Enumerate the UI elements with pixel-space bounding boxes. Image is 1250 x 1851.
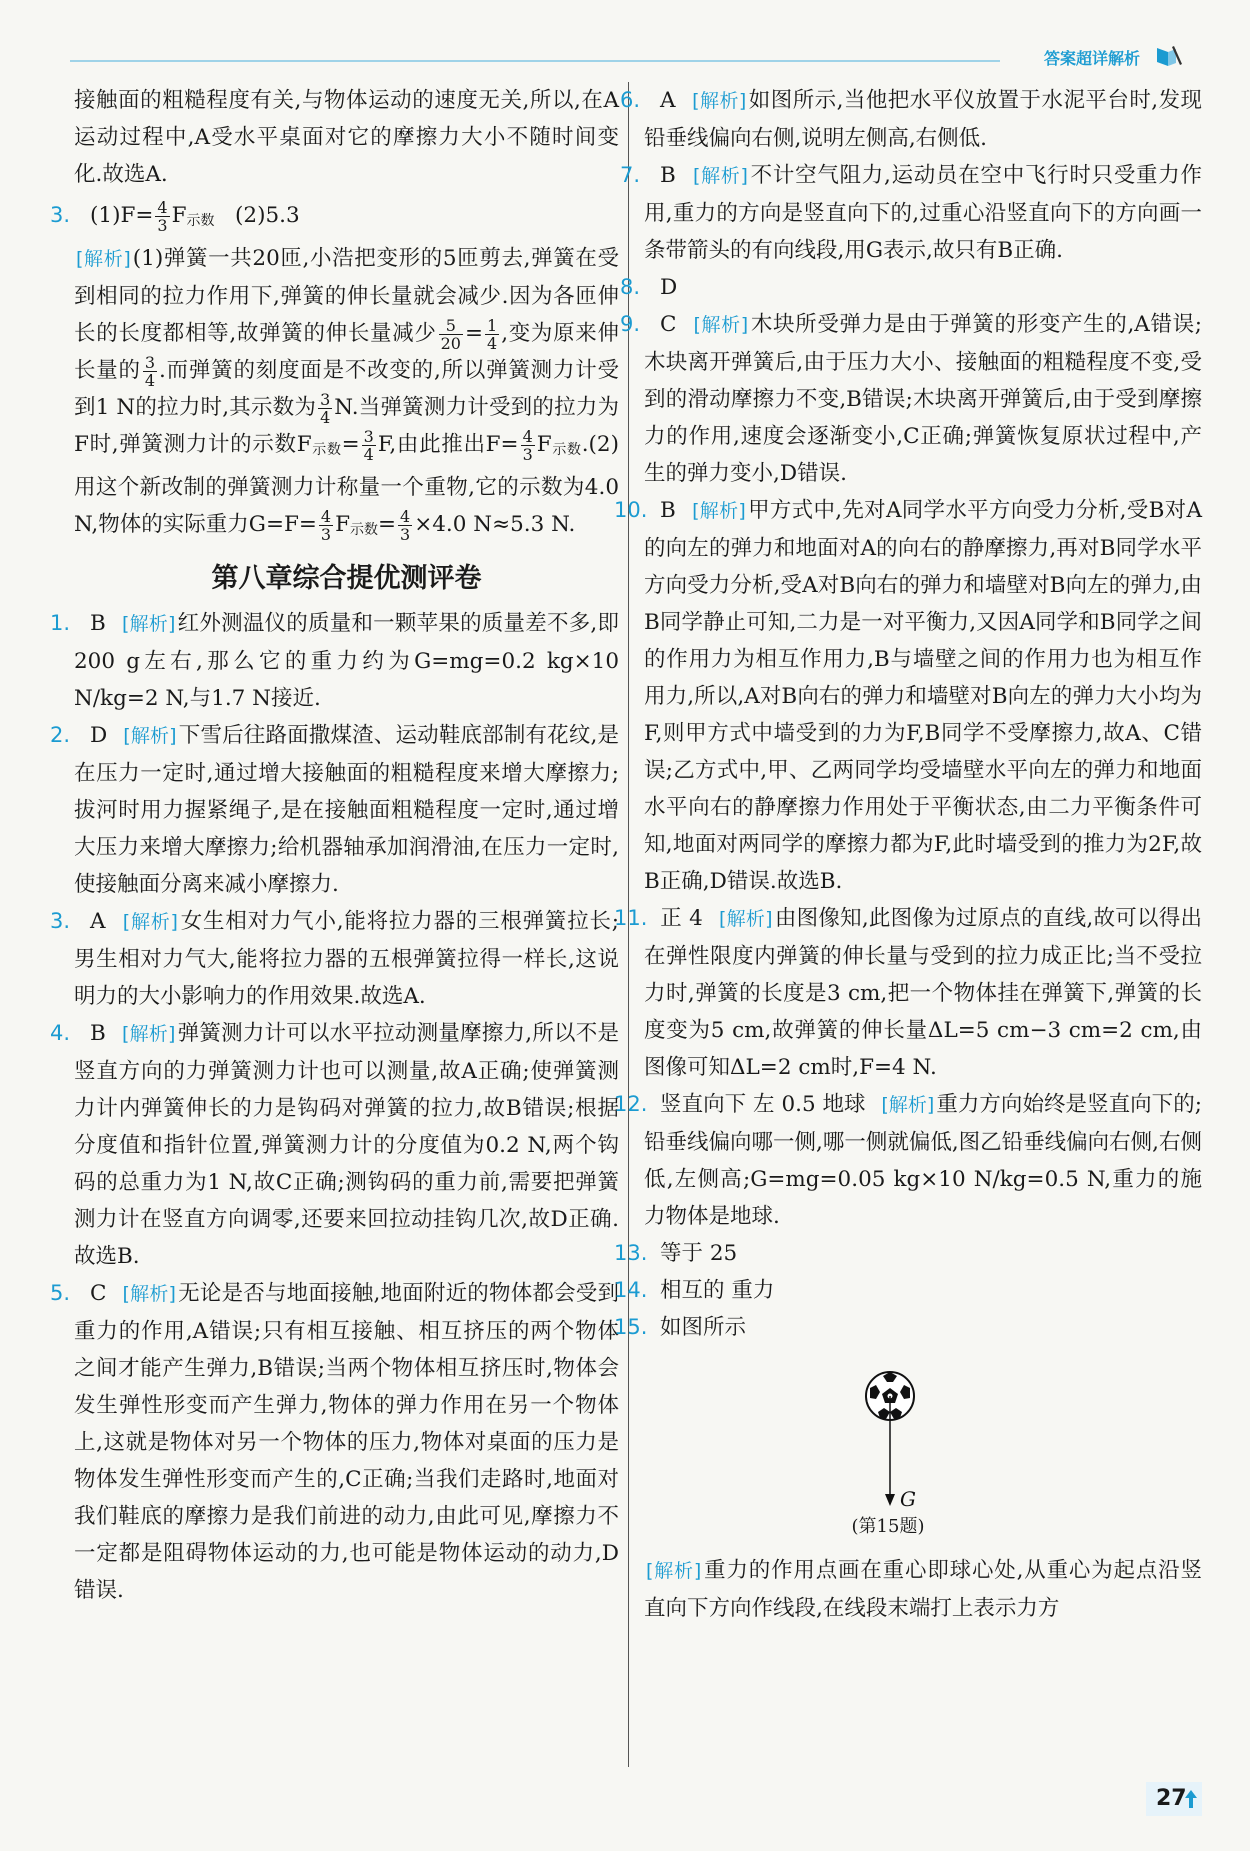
question-number: 6. (620, 88, 641, 112)
q6-item (620, 82, 1203, 157)
q5-item (50, 1275, 620, 1609)
explanation: 弹簧测力计可以水平拉动测量摩擦力,所以不是竖直方向的力弹簧测力计也可以测量,故A正确;使弹簧测力计内弹簧伸长的力是钩码对弹簧的拉力,故B错误;根据分度值和指针位置,弹簧测力计的分度值为0.2 N,两个钩码的总重力为1 N,故C正确;测钩码的重力前,需要把弹簧测力计在竖直方向调零,还要来回拉动挂钩几次,故D正确.故选B. (74, 1021, 619, 1269)
q12-item (614, 1086, 1203, 1235)
analysis-tag: [解析] (692, 165, 748, 187)
answer: B (660, 498, 676, 523)
page-number (1146, 1782, 1202, 1816)
header-rule (70, 60, 1000, 62)
question-number: 4. (50, 1021, 71, 1045)
header-title: 答案超详解析 (1043, 49, 1140, 68)
answer: C (660, 312, 677, 337)
question-number: 7. (620, 163, 641, 187)
analysis-tag: [解析] (121, 613, 176, 635)
q2-item (50, 717, 620, 903)
explanation: 重力的作用点画在重心即球心处,从重心为起点沿竖直向下方向作线段,在线段末端打上表示力方 (644, 1558, 1203, 1621)
explanation: 由图像知,此图像为过原点的直线,故可以得出在弹性限度内弹簧的伸长量与受到的拉力成正比;当不受拉力时,弹簧的长度是3 cm,把一个物体挂在弹簧下,弹簧的长度变为5 cm,故弹簧的伸长量ΔL=5 cm−3 cm=2 cm,由图像可知ΔL=2 cm时,F=4 N. (644, 906, 1203, 1080)
analysis-tag: [解析] (121, 1023, 176, 1045)
q15-figure (644, 1352, 1202, 1512)
figure-caption: (第15题) (851, 1516, 925, 1537)
gravity-label: G (900, 1487, 916, 1511)
fraction: $\frac{3}{4}$ (320, 389, 331, 427)
fraction: $\frac{5}{20}$ (440, 315, 461, 353)
q7-item (620, 157, 1202, 269)
q3-answer (50, 197, 619, 240)
question-number: 10. (614, 498, 648, 522)
answer: 正 4 (660, 906, 703, 931)
analysis-tag: [解析] (718, 908, 773, 930)
q15-item (614, 1309, 1202, 1346)
explanation: 重力方向始终是竖直向下的;铅垂线偏向哪一侧,哪一侧就偏低,图乙铅垂线偏向右侧,右侧低,左侧高;G=mg=0.05 kg×10 N/kg=0.5 N,重力的施力物体是地球. (644, 1092, 1203, 1229)
explanation: 红外测温仪的质量和一颗苹果的质量差不多,即200 g左右,那么它的重力约为G=mg=0.2 kg×10 N/kg=2 N,与1.7 N接近. (74, 611, 619, 711)
q3-explanation: [解析](1)弹簧一共20匝,小浩把变形的5匝剪去,弹簧在受到相同的拉力作用下,弹簧的伸长量就会减少.因为各匝伸长的长度都相等,故弹簧的伸长量减少 $\frac{5}{20}$ = $\frac{1}{4}$ ,变为原来伸长量的 $\frac{3}{4}$ .而弹簧的刻度面是不改变的,所以弹簧测力计受到1 N的拉力时,其示数为 $\frac{3}{4}$ N.当弹簧测力计受到的拉力为F时,弹簧测力计的示数$F_{示数}=$ $\frac{3}{4}$ F,由此推出F= $\frac{4}{3}$ $F_{示数}.(2)$用这个新改制的弹簧测力计称量一个重物,它的示数为4.0 N,物体的实际重力G=F= $\frac{4}{3}$ $F_{示数}=$ $\frac{4}{3}$ ×4.0 N≈5.3 N. (74, 246, 619, 544)
q13-item (614, 1235, 1202, 1272)
question-number: 2. (50, 723, 71, 747)
fraction: $\frac{4}{3}$ (400, 506, 411, 544)
q11-item (614, 900, 1203, 1086)
question-number: 15. (614, 1315, 648, 1339)
gravity-arrowhead (885, 1494, 895, 1506)
answer: 竖直向下 左 0.5 地球 (660, 1092, 866, 1117)
answer-text: (1)F= (90, 203, 154, 228)
answer-text: (2)5.3 (235, 203, 300, 228)
question-number: 8. (620, 275, 641, 299)
answer: 如图所示 (660, 1315, 747, 1340)
answer: A (660, 88, 676, 113)
explanation: 如图所示,当他把水平仪放置于水泥平台时,发现铅垂线偏向右侧,说明左侧高,右侧低. (644, 88, 1203, 151)
answer: A (90, 909, 106, 934)
q8-item (620, 269, 1202, 306)
explanation: 下雪后往路面撒煤渣、运动鞋底部制有花纹,是在压力一定时,通过增大接触面的粗糙程度来增大摩擦力;拔河时用力握紧绳子,是在接触面粗糙程度一定时,通过增大压力来增大摩擦力;给机器轴承加润滑油,在压力一定时,使接触面分离来减小摩擦力. (74, 723, 620, 897)
answer: B (90, 611, 106, 636)
question-number: 9. (620, 312, 641, 336)
analysis-tag: [解析] (693, 314, 749, 336)
question-number: 11. (614, 906, 648, 930)
analysis-tag: [解析] (692, 500, 746, 522)
page-number-text: 27 (1156, 1786, 1187, 1811)
question-number: 1. (50, 611, 71, 635)
right-column (614, 82, 1203, 1627)
fraction: $\frac{4}{3}$ (157, 197, 168, 235)
analysis-tag: [解析] (692, 90, 747, 112)
question-number: 3. (50, 909, 71, 933)
answer: D (660, 275, 678, 300)
q15-explanation (644, 1552, 1202, 1627)
answer: 等于 25 (660, 1241, 738, 1266)
question-number: 5. (50, 1281, 71, 1305)
analysis-tag: [解析] (123, 725, 177, 747)
q3b-item (50, 903, 620, 1015)
question-number: 12. (614, 1092, 648, 1116)
q1-item (50, 605, 619, 717)
explanation: 无论是否与地面接触,地面附近的物体都会受到重力的作用,A错误;只有相互接触、相互挤压的两个物体之间才能产生弹力,B错误;当两个物体相互挤压时,物体会发生弹性形变而产生弹力,物体的弹力作用在另一个物体上,这就是物体对另一个物体的压力,物体对桌面的压力是物体发生弹性形变而产生的,C正确;当我们走路时,地面对我们鞋底的摩擦力是我们前进的动力,由此可见,摩擦力不一定都是阻碍物体运动的力,也可能是物体运动的动力,D错误. (74, 1281, 620, 1603)
fraction: $\frac{4}{3}$ (320, 506, 332, 544)
fraction: $\frac{3}{4}$ (144, 352, 156, 390)
question-number: 13. (614, 1241, 648, 1265)
fraction: $\frac{3}{4}$ (363, 426, 374, 464)
book-pen-icon (1154, 44, 1184, 70)
answer: B (90, 1021, 106, 1046)
fraction: $\frac{4}{3}$ (522, 426, 533, 464)
soccer-ball-gravity-diagram (644, 1352, 1202, 1512)
left-column (50, 82, 620, 1609)
analysis-tag: [解析] (76, 248, 131, 270)
answer: D (90, 723, 108, 748)
analysis-tag: [解析] (122, 1283, 176, 1305)
analysis-tag: [解析] (122, 911, 178, 933)
analysis-tag: [解析] (646, 1560, 702, 1582)
question-number: 14. (614, 1278, 648, 1302)
answer: C (90, 1281, 107, 1306)
section-title: 第八章综合提优测评卷 (211, 563, 482, 594)
fraction: $\frac{1}{4}$ (487, 315, 498, 353)
question-number: 3. (50, 203, 71, 227)
q9-item (620, 306, 1203, 492)
subscript: 示数 (186, 213, 215, 229)
answer: 相互的 重力 (660, 1278, 775, 1303)
up-arrow-icon (1184, 1789, 1198, 1809)
answer: B (660, 163, 676, 188)
answer-text: F (171, 203, 187, 228)
explanation: 不计空气阻力,运动员在空中飞行时只受重力作用,重力的方向是竖直向下的,过重心沿竖直向下的方向画一条带箭头的有向线段,用G表示,故只有B正确. (644, 163, 1202, 263)
q4-item (50, 1015, 619, 1275)
continued-paragraph: 接触面的粗糙程度有关,与物体运动的速度无关,所以,在A运动过程中,A受水平桌面对它的摩擦力大小不随时间变化.故选A. (74, 88, 619, 187)
analysis-tag: [解析] (881, 1094, 935, 1116)
q14-item (614, 1272, 1202, 1309)
explanation: 木块所受弹力是由于弹簧的形变产生的,A错误;木块离开弹簧后,由于压力大小、接触面的粗糙程度不变,受到的滑动摩擦力不变,B错误;木块离开弹簧后,由于受到摩擦力的作用,速度会逐渐变小,C正确;弹簧恢复原状过程中,产生的弹力变小,D错误. (644, 312, 1203, 486)
q10-item (614, 492, 1203, 900)
explanation: 女生相对力气小,能将拉力器的三根弹簧拉长;男生相对力气大,能将拉力器的五根弹簧拉得一样长,这说明力的大小影响力的作用效果.故选A. (74, 909, 620, 1009)
explanation: 甲方式中,先对A同学水平方向受力分析,受B对A的向左的弹力和地面对A的向右的静摩擦力,再对B同学水平方向受力分析,受A对B向右的弹力和墙壁对B向左的弹力,由B同学静止可知,二力是一对平衡力,又因A同学和B同学之间的作用力为相互作用力,B与墙壁之间的作用力也为相互作用力,所以,A对B向右的弹力和墙壁对B向左的弹力大小均为F,则甲方式中墙受到的力为F,B同学不受摩擦力,故A、C错误;乙方式中,甲、乙两同学均受墙壁水平向左的弹力和地面水平向右的静摩擦力作用处于平衡状态,由二力平衡条件可知,地面对两同学的摩擦力都为F,此时墙受到的推力为2F,故B正确,D错误.故选B. (644, 498, 1203, 894)
